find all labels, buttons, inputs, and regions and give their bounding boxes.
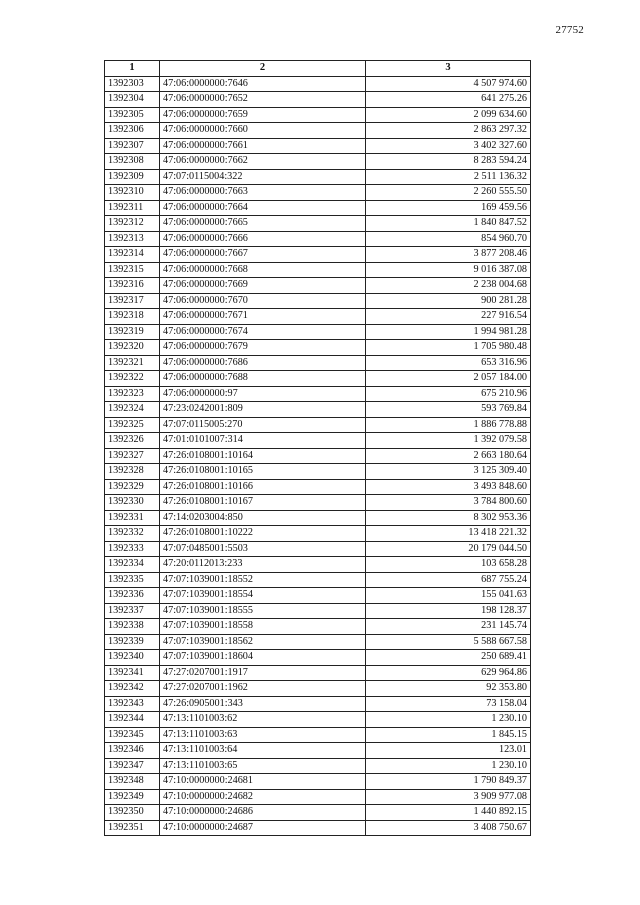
- cadastral-value-cell: 227 916.54: [366, 309, 531, 325]
- cadastral-number-cell: 47:06:0000000:7665: [160, 216, 366, 232]
- table-row: [105, 464, 531, 480]
- cadastral-number-cell: 47:06:0000000:7661: [160, 138, 366, 154]
- column-header-2: 2: [160, 61, 366, 77]
- table-row: [105, 634, 531, 650]
- table-row: [105, 650, 531, 666]
- cadastral-value-cell: 8 302 953.36: [366, 510, 531, 526]
- cadastral-value-cell: 641 275.26: [366, 92, 531, 108]
- table-header: [105, 61, 531, 77]
- table-row: [105, 355, 531, 371]
- cadastral-value-cell: 629 964.86: [366, 665, 531, 681]
- table-body: [105, 76, 531, 836]
- row-number-cell: 1392307: [105, 138, 160, 154]
- cadastral-value-cell: 2 511 136.32: [366, 169, 531, 185]
- cadastral-number-cell: 47:06:0000000:7660: [160, 123, 366, 139]
- cadastral-number-cell: 47:06:0000000:7652: [160, 92, 366, 108]
- header-row: [105, 61, 531, 77]
- table-row: [105, 820, 531, 836]
- cadastral-number-cell: 47:13:1101003:63: [160, 727, 366, 743]
- cadastral-value-cell: 5 588 667.58: [366, 634, 531, 650]
- cadastral-number-cell: 47:06:0000000:7670: [160, 293, 366, 309]
- cadastral-number-cell: 47:06:0000000:7659: [160, 107, 366, 123]
- table-row: [105, 665, 531, 681]
- table-row: [105, 402, 531, 418]
- cadastral-number-cell: 47:14:0203004:850: [160, 510, 366, 526]
- table-row: [105, 185, 531, 201]
- row-number-cell: 1392339: [105, 634, 160, 650]
- row-number-cell: 1392322: [105, 371, 160, 387]
- row-number-cell: 1392337: [105, 603, 160, 619]
- row-number-cell: 1392319: [105, 324, 160, 340]
- cadastral-value-cell: 653 316.96: [366, 355, 531, 371]
- table-row: [105, 510, 531, 526]
- cadastral-value-cell: 1 845.15: [366, 727, 531, 743]
- cadastral-value-cell: 4 507 974.60: [366, 76, 531, 92]
- table-row: [105, 247, 531, 263]
- table-row: [105, 696, 531, 712]
- table-row: [105, 417, 531, 433]
- cadastral-number-cell: 47:06:0000000:7664: [160, 200, 366, 216]
- table-row: [105, 169, 531, 185]
- table-row: [105, 231, 531, 247]
- table-row: [105, 479, 531, 495]
- table-row: [105, 774, 531, 790]
- cadastral-number-cell: 47:06:0000000:97: [160, 386, 366, 402]
- cadastral-value-cell: 169 459.56: [366, 200, 531, 216]
- row-number-cell: 1392341: [105, 665, 160, 681]
- table-row: [105, 433, 531, 449]
- cadastral-value-cell: 1 994 981.28: [366, 324, 531, 340]
- cadastral-value-cell: 20 179 044.50: [366, 541, 531, 557]
- cadastral-number-cell: 47:07:0485001:5503: [160, 541, 366, 557]
- row-number-cell: 1392340: [105, 650, 160, 666]
- cadastral-value-cell: 2 663 180.64: [366, 448, 531, 464]
- table-row: [105, 805, 531, 821]
- row-number-cell: 1392338: [105, 619, 160, 635]
- row-number-cell: 1392332: [105, 526, 160, 542]
- cadastral-number-cell: 47:26:0108001:10164: [160, 448, 366, 464]
- row-number-cell: 1392345: [105, 727, 160, 743]
- cadastral-number-cell: 47:06:0000000:7669: [160, 278, 366, 294]
- table-row: [105, 200, 531, 216]
- row-number-cell: 1392310: [105, 185, 160, 201]
- cadastral-value-cell: 2 099 634.60: [366, 107, 531, 123]
- cadastral-number-cell: 47:13:1101003:64: [160, 743, 366, 759]
- cadastral-value-cell: 1 392 079.58: [366, 433, 531, 449]
- cadastral-value-cell: 675 210.96: [366, 386, 531, 402]
- row-number-cell: 1392325: [105, 417, 160, 433]
- table-row: [105, 340, 531, 356]
- cadastral-number-cell: 47:06:0000000:7674: [160, 324, 366, 340]
- table-row: [105, 324, 531, 340]
- cadastral-value-cell: 3 125 309.40: [366, 464, 531, 480]
- row-number-cell: 1392320: [105, 340, 160, 356]
- row-number-cell: 1392308: [105, 154, 160, 170]
- table-row: [105, 154, 531, 170]
- cadastral-number-cell: 47:13:1101003:62: [160, 712, 366, 728]
- table-row: [105, 371, 531, 387]
- cadastral-value-cell: 3 784 800.60: [366, 495, 531, 511]
- cadastral-number-cell: 47:06:0000000:7663: [160, 185, 366, 201]
- cadastral-value-cell: 2 238 004.68: [366, 278, 531, 294]
- cadastral-value-cell: 900 281.28: [366, 293, 531, 309]
- row-number-cell: 1392329: [105, 479, 160, 495]
- cadastral-value-cell: 687 755.24: [366, 572, 531, 588]
- cadastral-number-cell: 47:07:1039001:18562: [160, 634, 366, 650]
- cadastral-number-cell: 47:06:0000000:7671: [160, 309, 366, 325]
- row-number-cell: 1392327: [105, 448, 160, 464]
- table-row: [105, 526, 531, 542]
- cadastral-number-cell: 47:06:0000000:7666: [160, 231, 366, 247]
- cadastral-number-cell: 47:07:1039001:18604: [160, 650, 366, 666]
- cadastral-value-cell: 1 230.10: [366, 758, 531, 774]
- table-row: [105, 588, 531, 604]
- cadastral-value-cell: 73 158.04: [366, 696, 531, 712]
- cadastral-number-cell: 47:27:0207001:1917: [160, 665, 366, 681]
- cadastral-value-table: [104, 60, 531, 836]
- cadastral-number-cell: 47:07:0115004:322: [160, 169, 366, 185]
- row-number-cell: 1392323: [105, 386, 160, 402]
- column-header-1: 1: [105, 61, 160, 77]
- cadastral-value-cell: 3 493 848.60: [366, 479, 531, 495]
- row-number-cell: 1392316: [105, 278, 160, 294]
- cadastral-value-cell: 854 960.70: [366, 231, 531, 247]
- row-number-cell: 1392344: [105, 712, 160, 728]
- cadastral-value-cell: 8 283 594.24: [366, 154, 531, 170]
- cadastral-number-cell: 47:07:1039001:18552: [160, 572, 366, 588]
- table-row: [105, 681, 531, 697]
- row-number-cell: 1392348: [105, 774, 160, 790]
- cadastral-value-cell: 1 230.10: [366, 712, 531, 728]
- table-row: [105, 293, 531, 309]
- cadastral-number-cell: 47:06:0000000:7688: [160, 371, 366, 387]
- cadastral-number-cell: 47:20:0112013:233: [160, 557, 366, 573]
- row-number-cell: 1392321: [105, 355, 160, 371]
- row-number-cell: 1392303: [105, 76, 160, 92]
- cadastral-number-cell: 47:26:0108001:10167: [160, 495, 366, 511]
- cadastral-value-cell: 3 909 977.08: [366, 789, 531, 805]
- row-number-cell: 1392334: [105, 557, 160, 573]
- table-row: [105, 448, 531, 464]
- cadastral-value-cell: 2 057 184.00: [366, 371, 531, 387]
- cadastral-number-cell: 47:06:0000000:7679: [160, 340, 366, 356]
- table-row: [105, 262, 531, 278]
- cadastral-number-cell: 47:26:0108001:10166: [160, 479, 366, 495]
- cadastral-value-cell: 1 440 892.15: [366, 805, 531, 821]
- cadastral-value-cell: 198 128.37: [366, 603, 531, 619]
- cadastral-number-cell: 47:10:0000000:24681: [160, 774, 366, 790]
- table-row: [105, 216, 531, 232]
- table-row: [105, 727, 531, 743]
- cadastral-value-cell: 1 886 778.88: [366, 417, 531, 433]
- cadastral-number-cell: 47:07:1039001:18558: [160, 619, 366, 635]
- row-number-cell: 1392336: [105, 588, 160, 604]
- row-number-cell: 1392312: [105, 216, 160, 232]
- row-number-cell: 1392306: [105, 123, 160, 139]
- cadastral-value-cell: 1 840 847.52: [366, 216, 531, 232]
- cadastral-value-cell: 2 260 555.50: [366, 185, 531, 201]
- table-row: [105, 123, 531, 139]
- cadastral-number-cell: 47:27:0207001:1962: [160, 681, 366, 697]
- cadastral-number-cell: 47:10:0000000:24686: [160, 805, 366, 821]
- cadastral-number-cell: 47:06:0000000:7646: [160, 76, 366, 92]
- cadastral-number-cell: 47:07:0115005:270: [160, 417, 366, 433]
- cadastral-number-cell: 47:10:0000000:24687: [160, 820, 366, 836]
- cadastral-number-cell: 47:01:0101007:314: [160, 433, 366, 449]
- row-number-cell: 1392330: [105, 495, 160, 511]
- table-row: [105, 309, 531, 325]
- row-number-cell: 1392335: [105, 572, 160, 588]
- cadastral-value-cell: 1 790 849.37: [366, 774, 531, 790]
- cadastral-value-cell: 1 705 980.48: [366, 340, 531, 356]
- row-number-cell: 1392350: [105, 805, 160, 821]
- row-number-cell: 1392317: [105, 293, 160, 309]
- row-number-cell: 1392305: [105, 107, 160, 123]
- cadastral-number-cell: 47:06:0000000:7662: [160, 154, 366, 170]
- table-row: [105, 572, 531, 588]
- column-header-3: 3: [366, 61, 531, 77]
- cadastral-value-cell: 3 877 208.46: [366, 247, 531, 263]
- table-row: [105, 495, 531, 511]
- row-number-cell: 1392309: [105, 169, 160, 185]
- cadastral-value-cell: 92 353.80: [366, 681, 531, 697]
- cadastral-number-cell: 47:26:0108001:10222: [160, 526, 366, 542]
- cadastral-value-cell: 103 658.28: [366, 557, 531, 573]
- cadastral-number-cell: 47:06:0000000:7686: [160, 355, 366, 371]
- cadastral-number-cell: 47:07:1039001:18555: [160, 603, 366, 619]
- cadastral-value-cell: 231 145.74: [366, 619, 531, 635]
- row-number-cell: 1392313: [105, 231, 160, 247]
- cadastral-number-cell: 47:06:0000000:7667: [160, 247, 366, 263]
- cadastral-value-cell: 593 769.84: [366, 402, 531, 418]
- row-number-cell: 1392311: [105, 200, 160, 216]
- table-row: [105, 712, 531, 728]
- row-number-cell: 1392346: [105, 743, 160, 759]
- row-number-cell: 1392304: [105, 92, 160, 108]
- table-row: [105, 743, 531, 759]
- table-row: [105, 92, 531, 108]
- cadastral-value-cell: 9 016 387.08: [366, 262, 531, 278]
- cadastral-value-cell: 155 041.63: [366, 588, 531, 604]
- cadastral-number-cell: 47:06:0000000:7668: [160, 262, 366, 278]
- cadastral-value-cell: 13 418 221.32: [366, 526, 531, 542]
- table-row: [105, 278, 531, 294]
- cadastral-number-cell: 47:13:1101003:65: [160, 758, 366, 774]
- row-number-cell: 1392333: [105, 541, 160, 557]
- table-row: [105, 386, 531, 402]
- cadastral-value-cell: 250 689.41: [366, 650, 531, 666]
- table-row: [105, 758, 531, 774]
- table-row: [105, 789, 531, 805]
- page-number: 27752: [555, 24, 584, 36]
- cadastral-number-cell: 47:26:0108001:10165: [160, 464, 366, 480]
- cadastral-number-cell: 47:26:0905001:343: [160, 696, 366, 712]
- row-number-cell: 1392351: [105, 820, 160, 836]
- cadastral-value-cell: 3 408 750.67: [366, 820, 531, 836]
- row-number-cell: 1392318: [105, 309, 160, 325]
- table-row: [105, 107, 531, 123]
- row-number-cell: 1392342: [105, 681, 160, 697]
- table-row: [105, 557, 531, 573]
- table-row: [105, 619, 531, 635]
- cadastral-value-cell: 2 863 297.32: [366, 123, 531, 139]
- cadastral-number-cell: 47:07:1039001:18554: [160, 588, 366, 604]
- table-row: [105, 76, 531, 92]
- cadastral-number-cell: 47:23:0242001:809: [160, 402, 366, 418]
- row-number-cell: 1392347: [105, 758, 160, 774]
- cadastral-value-cell: 123.01: [366, 743, 531, 759]
- table-row: [105, 603, 531, 619]
- row-number-cell: 1392324: [105, 402, 160, 418]
- table-row: [105, 541, 531, 557]
- row-number-cell: 1392331: [105, 510, 160, 526]
- cadastral-value-cell: 3 402 327.60: [366, 138, 531, 154]
- row-number-cell: 1392314: [105, 247, 160, 263]
- row-number-cell: 1392315: [105, 262, 160, 278]
- row-number-cell: 1392349: [105, 789, 160, 805]
- cadastral-number-cell: 47:10:0000000:24682: [160, 789, 366, 805]
- table-row: [105, 138, 531, 154]
- row-number-cell: 1392343: [105, 696, 160, 712]
- row-number-cell: 1392328: [105, 464, 160, 480]
- row-number-cell: 1392326: [105, 433, 160, 449]
